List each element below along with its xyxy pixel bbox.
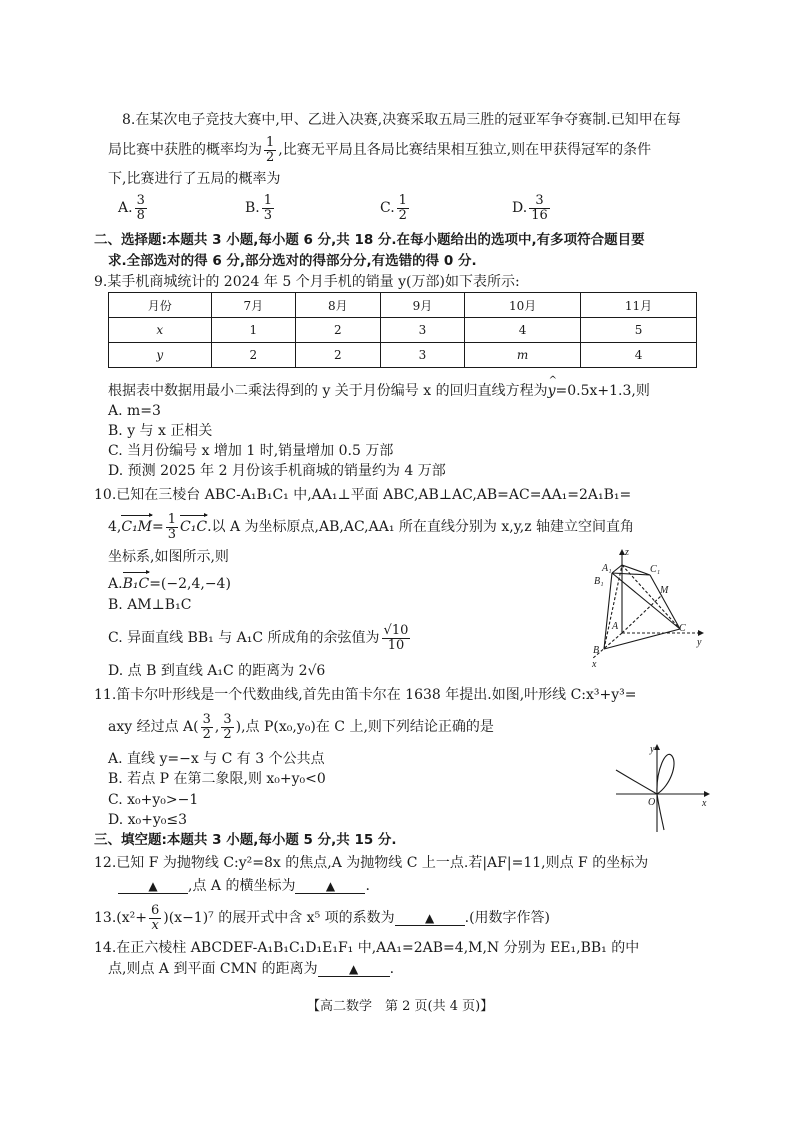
q11-option-a: A. 直线 y=−x 与 C 有 3 个公共点	[108, 751, 325, 767]
label-y: y	[650, 744, 655, 755]
folium-curve	[616, 754, 674, 830]
table-header-row	[109, 293, 697, 318]
table-cell: m	[465, 343, 581, 368]
q8-option-d: D. $\frac{3}{16}$	[512, 193, 548, 223]
q11-option-d: D. x₀+y₀≤3	[108, 812, 188, 828]
q9-option-a: A. m=3	[108, 403, 161, 419]
q8-option-c: C. $\frac{1}{2}$	[380, 193, 407, 223]
q9-option-c: C. 当月份编号 x 增加 1 时,销量增加 0.5 万部	[108, 443, 394, 459]
q11-line1: 11.笛卡尔叶形线是一个代数曲线,首先由笛卡尔在 1638 年提出.如图,叶形线 C:x³+y³=	[94, 687, 637, 703]
table-cell: 4	[465, 318, 581, 343]
q11-option-c: C. x₀+y₀>−1	[108, 792, 199, 808]
q8-option-b: B. $\frac{1}{3}$	[245, 193, 273, 223]
q8-text-a: 局比赛中获胜的概率均为	[108, 142, 262, 159]
vector-c1m: C₁M	[121, 520, 152, 534]
q8-half-fraction: $\frac{1}{2}$	[266, 135, 275, 165]
table-cell: 3	[380, 318, 465, 343]
edge-bc	[604, 629, 680, 649]
table-cell: y	[109, 343, 212, 368]
table-cell: 4	[581, 343, 697, 368]
label-x: x	[702, 798, 707, 809]
q9-stem: 根据表中数据用最小二乘法得到的 y 关于月份编号 x 的回归直线方程为^ y=0.5x+1.3,则	[108, 384, 650, 398]
q12-line1: 12.已知 F 为抛物线 C:y²=8x 的焦点,A 为抛物线 C 上一点.若|AF|=11,则点 F 的坐标为	[94, 855, 649, 871]
label-z: z	[625, 547, 629, 558]
label-a1-text: A₁	[602, 563, 612, 574]
edge-bb1	[604, 573, 612, 649]
table-cell: 10月	[465, 293, 581, 318]
q8-text-b: ,比赛无平局且各局比赛结果相互独立,则在甲获得冠军的条件	[278, 142, 652, 159]
page-footer: 【高二数学 第 2 页(共 4 页)】	[307, 999, 494, 1014]
q14-line2: 点,则点 A 到平面 CMN 的距离为 ▲ .	[108, 961, 395, 977]
q8-line2	[108, 136, 651, 164]
table-cell: 5	[581, 318, 697, 343]
label-c: C	[679, 623, 686, 634]
label-c1: C₁	[650, 564, 661, 575]
table-cell: 3	[380, 343, 465, 368]
table-cell: 月份	[109, 293, 212, 318]
vector-c1c: C₁C	[180, 520, 207, 534]
section2-header-line1: 二、选择题:本题共 3 小题,每小题 6 分,共 18 分.在每小题给出的选项中,有多项符合题目要	[94, 232, 645, 248]
q12-blank-2[interactable]: ▲	[295, 879, 365, 894]
frustum-figure	[580, 545, 710, 670]
table-cell: 7月	[211, 293, 296, 318]
q8-line3: 下,比赛进行了五局的概率为	[108, 171, 281, 187]
section3-header: 三、填空题:本题共 3 小题,每小题 5 分,共 15 分.	[94, 832, 397, 848]
table-cell: 8月	[296, 293, 381, 318]
label-o: O	[648, 797, 656, 808]
label-x: x	[592, 659, 597, 670]
q13-line: 13.(x²+ $\frac{6}{x}$ )(x−1)⁷ 的展开式中含 x⁵ 项的系数为 ▲ .(用数字作答)	[94, 903, 551, 933]
label-b: B	[593, 645, 600, 656]
q10-option-a: A. B₁C=(−2,4,−4)	[108, 577, 231, 591]
table-cell: 11月	[581, 293, 697, 318]
q10-option-d: D. 点 B 到直线 A₁C 的距离为 2√6	[108, 663, 326, 679]
q8-option-a: A. $\frac{3}{8}$	[118, 193, 145, 223]
q10-option-c: C. 异面直线 BB₁ 与 A₁C 所成角的余弦值为 $\frac{√10}{10}$	[108, 623, 409, 653]
table-row	[109, 318, 697, 343]
q8-line1: 8.在某次电子竞技大赛中,甲、乙进入决赛,决赛采取五局三胜的冠亚军争夺赛制.已知甲在每	[122, 112, 681, 128]
q12-line2: ▲ ,点 A 的横坐标为 ▲ .	[118, 879, 370, 894]
q10-option-b: B. AM⊥B₁C	[108, 597, 192, 613]
q10-line3: 坐标系,如图所示,则	[108, 549, 229, 565]
sales-table	[108, 292, 697, 368]
q9-intro: 9.某手机商城统计的 2024 年 5 个月手机的销量 y(万部)如下表所示:	[94, 274, 520, 290]
folium-figure	[612, 742, 712, 834]
label-b1: B₁	[594, 576, 604, 587]
table-cell: 1	[211, 318, 296, 343]
segment-am	[622, 595, 662, 633]
q10-line2: 4, C₁M= $\frac{1}{3}$ C₁C.以 A 为坐标原点,AB,AC,AA₁ 所在直线分别为 x,y,z 轴建立空间直角	[108, 512, 635, 542]
table-cell: x	[109, 318, 212, 343]
q14-blank[interactable]: ▲	[318, 962, 390, 977]
q14-line1: 14.在正六棱柱 ABCDEF-A₁B₁C₁D₁E₁F₁ 中,AA₁=2AB=4,M,N 分别为 EE₁,BB₁ 的中	[94, 940, 640, 956]
table-cell: 2	[296, 343, 381, 368]
q11-line2: axy 经过点 A( $\frac{3}{2}$ , $\frac{3}{2}$ ),点 P(x₀,y₀)在 C 上,则下列结论正确的是	[108, 712, 494, 742]
table-row	[109, 343, 697, 368]
q13-blank[interactable]: ▲	[395, 911, 465, 926]
section2-header-line2: 求.全部选对的得 6 分,部分选对的得部分分,有选错的得 0 分.	[108, 253, 477, 269]
table-cell: 2	[211, 343, 296, 368]
q9-option-b: B. y 与 x 正相关	[108, 423, 213, 439]
q9-option-d: D. 预测 2025 年 2 月份该手机商城的销量约为 4 万部	[108, 463, 446, 479]
table-cell: 2	[296, 318, 381, 343]
table-cell: 9月	[380, 293, 465, 318]
top-face	[612, 565, 650, 575]
q11-option-b: B. 若点 P 在第二象限,则 x₀+y₀<0	[108, 771, 326, 787]
q10-line1: 10.已知在三棱台 ABC-A₁B₁C₁ 中,AA₁⊥平面 ABC,AB⊥AC,AB=AC=AA₁=2A₁B₁=	[94, 487, 632, 503]
label-m: M	[660, 585, 669, 596]
label-y: y	[697, 637, 702, 648]
edge-cc1	[650, 575, 680, 629]
q12-blank-1[interactable]: ▲	[118, 879, 188, 894]
label-a: A	[612, 621, 619, 632]
segment-ba1	[604, 565, 622, 649]
